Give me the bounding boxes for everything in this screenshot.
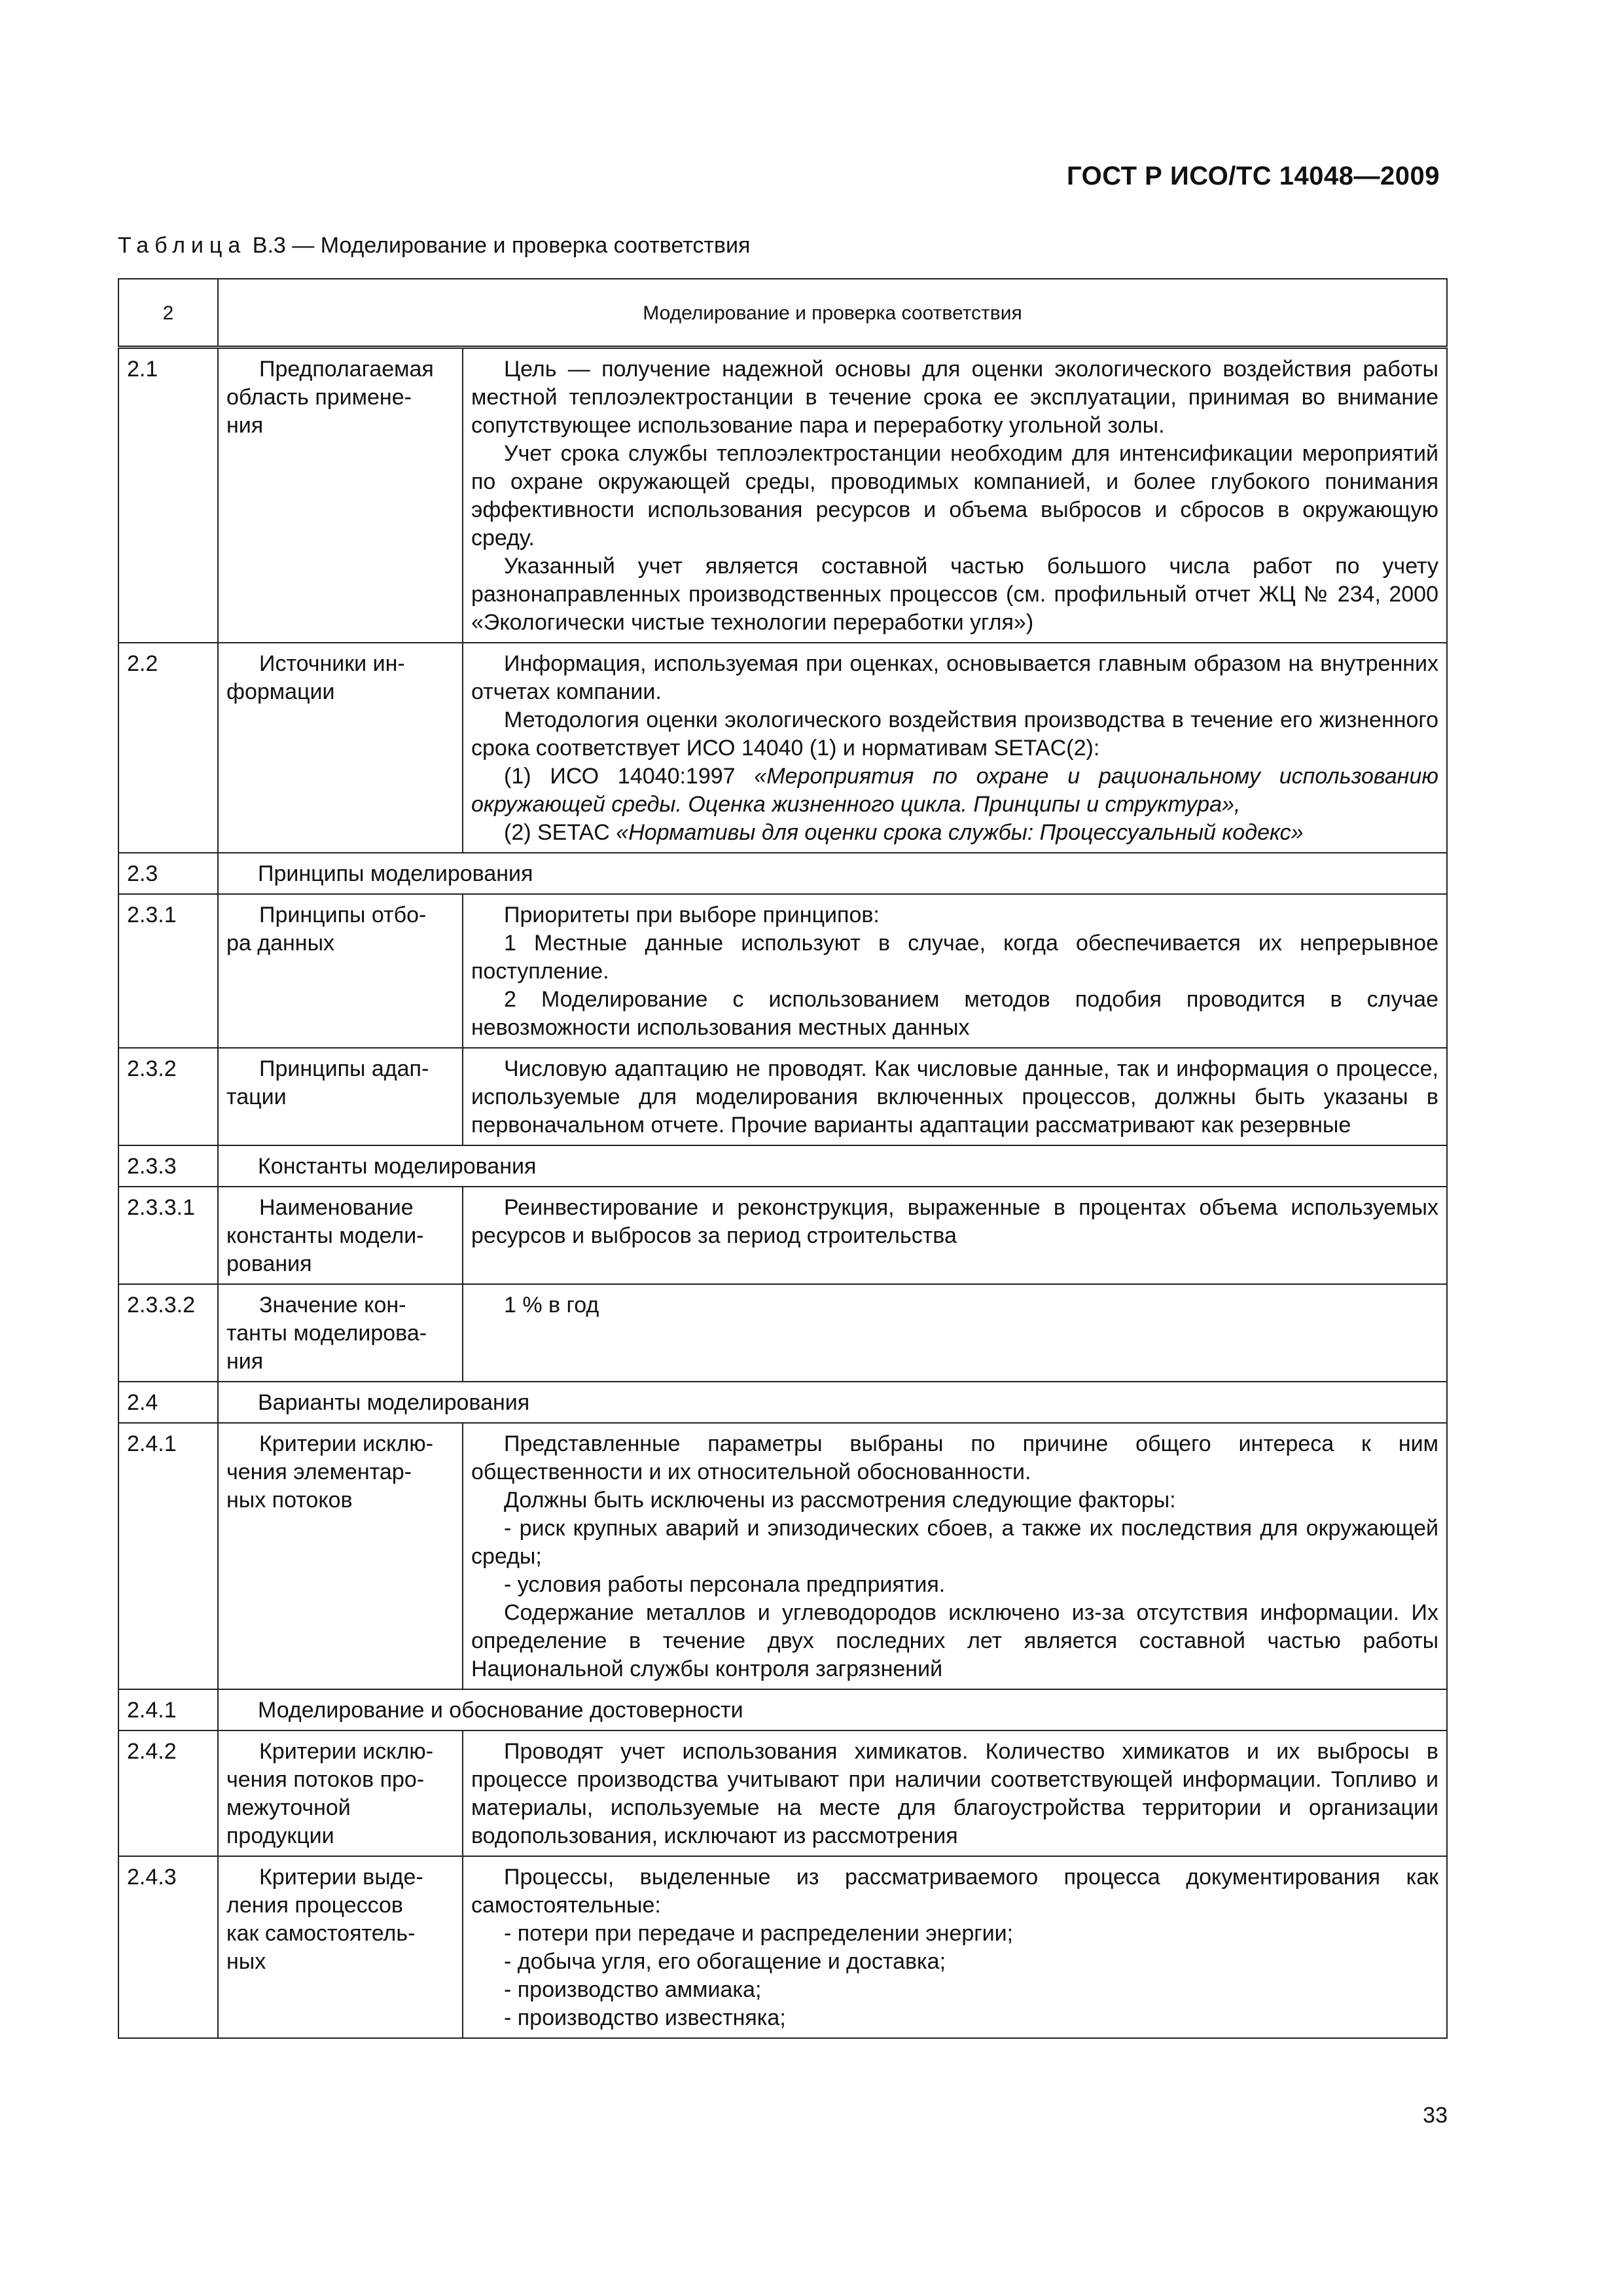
row-name-line: как самостоятель- <box>226 1921 416 1946</box>
row-description <box>463 1284 1447 1382</box>
row-description <box>463 1187 1447 1284</box>
table-row <box>118 643 1447 853</box>
row-name-line: Критерии исклю- <box>259 1431 434 1456</box>
row-name-line: чения потоков про- <box>226 1767 425 1792</box>
row-name-line: ния <box>226 413 264 438</box>
row-name-line: тации <box>226 1085 287 1109</box>
row-name-line: танты моделирова- <box>226 1321 427 1346</box>
paragraph: Процессы, выделенные из рассматриваемого процесса документирования как самостоятельные: <box>471 1865 1438 1918</box>
paragraph: 2 Моделирование с использованием методов подобия проводится в случае невозможности использования местных данных <box>471 987 1438 1040</box>
row-number: 2.1 <box>118 348 218 643</box>
row-number: 2.3.3 <box>118 1145 218 1187</box>
table-section-row <box>118 1145 1447 1187</box>
table-section-row <box>118 1382 1447 1423</box>
row-number: 2.4 <box>118 1382 218 1423</box>
modeling-table <box>118 278 1448 2039</box>
paragraph: Реинвестирование и реконструкция, выраженные в процентах объема используемых ресурсов и выбросов за период строительства <box>471 1195 1438 1248</box>
row-number: 2.3 <box>118 853 218 894</box>
paragraph: 1 Местные данные используют в случае, когда обеспечивается их непрерывное поступление. <box>471 931 1438 984</box>
row-name-line: Критерии исклю- <box>259 1739 434 1764</box>
reference-title: «Мероприятия по охране и рациональному использованию окружающей среды. Оценка жизненного цикла. Принципы и структура», <box>471 764 1438 817</box>
list-item: - потери при передаче и распределении энергии; <box>504 1921 1014 1946</box>
section-title: Варианты моделирования <box>218 1382 1447 1423</box>
paragraph: Указанный учет является составной частью большого числа работ по учету разнонаправленных производственных процессов (см. профильный отчет ЖЦ № 234, 2000 «Экологически чистые технологии переработки угля») <box>471 554 1438 635</box>
table-caption-text: В.3 — Моделирование и проверка соответствия <box>252 233 751 258</box>
row-name-line: ления процессов <box>226 1893 403 1918</box>
list-item: - добыча угля, его обогащение и доставка; <box>504 1949 946 1974</box>
row-name-line: константы модели- <box>226 1223 424 1248</box>
table-caption <box>118 233 750 259</box>
header-title: Моделирование и проверка соответствия <box>218 279 1447 348</box>
row-description <box>463 1423 1447 1689</box>
row-name-line: межуточной <box>226 1795 351 1820</box>
row-name-line: Источники ин- <box>259 651 405 676</box>
list-item: - условия работы персонала предприятия. <box>504 1572 946 1597</box>
table-row <box>118 1423 1447 1689</box>
table-row <box>118 348 1447 643</box>
section-title: Принципы моделирования <box>218 853 1447 894</box>
row-number: 2.4.1 <box>118 1689 218 1731</box>
paragraph: Учет срока службы теплоэлектростанции необходим для интенсификации мероприятий по охране окружающей среды, проводимых компанией, и более глубокого понимания эффективности использования ресурсов и объема выбросов и сбросов в окружающую среду. <box>471 441 1438 550</box>
table-row <box>118 1731 1447 1856</box>
row-name-line: продукции <box>226 1823 334 1848</box>
row-name <box>218 643 463 853</box>
row-name-line: рования <box>226 1251 312 1276</box>
row-description <box>463 1856 1447 2038</box>
table-header-row <box>118 279 1447 348</box>
row-name <box>218 894 463 1048</box>
reference-prefix: (2) SETAC <box>504 820 610 845</box>
reference-2 <box>471 819 1438 847</box>
reference-1 <box>471 762 1438 819</box>
header-num: 2 <box>118 279 218 348</box>
row-description <box>463 894 1447 1048</box>
reference-prefix: (1) ИСО 14040:1997 <box>504 764 736 789</box>
row-number: 2.3.1 <box>118 894 218 1048</box>
paragraph: Числовую адаптацию не проводят. Как числовые данные, так и информация о процессе, используемые для моделирования включенных процессов, должны быть указаны в первоначальном отчете. Прочие варианты адаптации рассматривают как резервные <box>471 1056 1438 1138</box>
row-name-line: ных <box>226 1949 266 1974</box>
row-number: 2.3.3.1 <box>118 1187 218 1284</box>
paragraph: Проводят учет использования химикатов. Количество химикатов и их выбросы в процессе производства учитывают при наличии соответствующей информации. Топливо и материалы, используемые на месте для благоустройства территории и организации водопользования, исключают из рассмотрения <box>471 1739 1438 1848</box>
table-row <box>118 1187 1447 1284</box>
row-number: 2.3.2 <box>118 1048 218 1145</box>
row-name-line: Принципы адап- <box>259 1056 429 1081</box>
row-name-line: Критерии выде- <box>259 1865 423 1890</box>
standard-code: ГОСТ Р ИСО/ТС 14048—2009 <box>1066 162 1440 190</box>
row-name-line: ных потоков <box>226 1488 353 1513</box>
row-number: 2.2 <box>118 643 218 853</box>
row-name-line: ния <box>226 1349 264 1374</box>
row-description <box>463 348 1447 643</box>
row-name-line: Принципы отбо- <box>259 903 427 927</box>
table-section-row <box>118 1689 1447 1731</box>
row-name-line: Значение кон- <box>259 1293 406 1318</box>
row-name-line: чения элементар- <box>226 1460 412 1484</box>
list-item: - риск крупных аварий и эпизодических сбоев, а также их последствия для окружающей среды; <box>471 1516 1438 1569</box>
paragraph: Представленные параметры выбраны по причине общего интереса к ним общественности и их относительной обоснованности. <box>471 1431 1438 1484</box>
paragraph: Информация, используемая при оценках, основывается главным образом на внутренних отчетах компании. <box>471 651 1438 704</box>
row-name-line: область примене- <box>226 385 412 410</box>
table-row <box>118 1048 1447 1145</box>
row-name <box>218 1423 463 1689</box>
row-name-line: Предполагаемая <box>259 357 434 382</box>
paragraph: Содержание металлов и углеводородов исключено из-за отсутствия информации. Их определение в течение двух последних лет является составной частью работы Национальной службы контроля загрязнений <box>471 1600 1438 1681</box>
row-description <box>463 643 1447 853</box>
paragraph: Цель — получение надежной основы для оценки экологического воздействия работы местной теплоэлектростанции в течение срока ее эксплуатации, принимая во внимание сопутствующее использование пара и переработку угольной золы. <box>471 357 1438 438</box>
table-row <box>118 1856 1447 2038</box>
row-name-line: ра данных <box>226 931 335 956</box>
row-number: 2.4.3 <box>118 1856 218 2038</box>
row-number: 2.4.1 <box>118 1423 218 1689</box>
table-section-row <box>118 853 1447 894</box>
row-name <box>218 1187 463 1284</box>
row-name-line: формации <box>226 679 335 704</box>
paragraph: 1 % в год <box>504 1293 599 1318</box>
section-title: Константы моделирования <box>218 1145 1447 1187</box>
paragraph: Приоритеты при выборе принципов: <box>504 903 880 927</box>
paragraph: Должны быть исключены из рассмотрения следующие факторы: <box>504 1488 1176 1513</box>
table-row <box>118 894 1447 1048</box>
row-number: 2.3.3.2 <box>118 1284 218 1382</box>
section-title: Моделирование и обоснование достоверности <box>218 1689 1447 1731</box>
row-name-line: Наименование <box>259 1195 414 1220</box>
row-name <box>218 348 463 643</box>
paragraph: Методология оценки экологического воздействия производства в течение его жизненного срока соответствует ИСО 14040 (1) и нормативам SETAC(2): <box>471 708 1438 761</box>
row-name <box>218 1731 463 1856</box>
table-caption-prefix: Таблица <box>118 233 247 258</box>
row-name <box>218 1048 463 1145</box>
row-name <box>218 1856 463 2038</box>
list-item: - производство аммиака; <box>504 1977 762 2002</box>
list-item: - производство известняка; <box>504 2005 786 2030</box>
row-number: 2.4.2 <box>118 1731 218 1856</box>
table-row <box>118 1284 1447 1382</box>
row-description <box>463 1731 1447 1856</box>
page-number: 33 <box>1423 2103 1448 2128</box>
row-name <box>218 1284 463 1382</box>
row-description <box>463 1048 1447 1145</box>
reference-title: «Нормативы для оценки срока службы: Процессуальный кодекс» <box>616 820 1304 845</box>
